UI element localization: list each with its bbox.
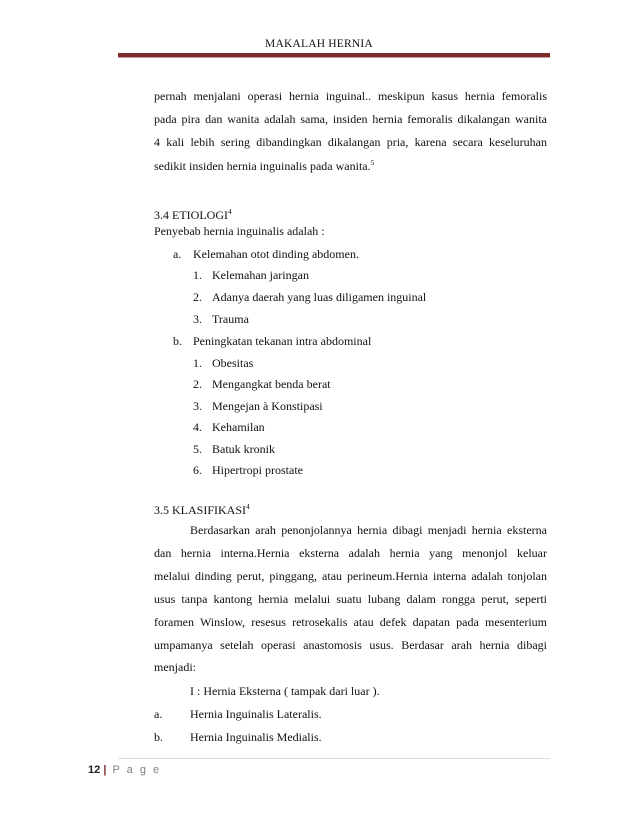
list-number: 6. (193, 463, 202, 477)
list-item: Adanya daerah yang luas diligamen inguinal (212, 290, 427, 304)
intro-line: pada pira dan wanita adalah sama, insiden hernia femoralis dikalangan wanita (154, 112, 547, 126)
section-heading-text: 3.5 KLASIFIKASI (154, 503, 247, 517)
list-item: Kelemahan jaringan (212, 268, 309, 282)
body-line: foramen Winslow, resesus retrosekalis atau defek dapatan pada mesenterium (154, 615, 547, 629)
footnote-ref: 4 (246, 502, 250, 511)
list-item: Batuk kronik (212, 442, 275, 456)
header-title: MAKALAH HERNIA (265, 38, 373, 50)
section-heading-text: 3.4 ETIOLOGI (154, 208, 228, 222)
list-item: Hipertropi prostate (212, 463, 303, 477)
list-label: Kelemahan otot dinding abdomen. (193, 247, 359, 261)
body-line: dan hernia interna.Hernia eksterna adalah hernia yang menonjol keluar (154, 546, 547, 560)
list-marker: b. (173, 334, 182, 348)
list-number: 2. (193, 290, 202, 304)
body-line: melalui dinding perut, pinggang, atau perineum.Hernia interna adalah tonjolan (154, 569, 547, 583)
list-number: 1. (193, 356, 202, 370)
list-number: 5. (193, 442, 202, 456)
body-line: Berdasarkan arah penonjolannya hernia dibagi menjadi hernia eksterna (190, 523, 547, 537)
list-number: 3. (193, 399, 202, 413)
section-heading (154, 207, 232, 223)
list-label: Peningkatan tekanan intra abdominal (193, 334, 372, 348)
intro-line: sedikit insiden hernia inguinalis pada wanita. (154, 159, 371, 173)
footnote-ref: 5 (370, 158, 375, 167)
list-marker: b. (154, 730, 163, 744)
footnote-ref: 4 (227, 207, 232, 216)
page-footer (88, 764, 161, 776)
list-item: Mengejan à Konstipasi (212, 399, 323, 413)
list-marker: a. (173, 247, 182, 261)
intro-line: 4 kali lebih sering dibandingkan dikalangan pria, karena secara keseluruhan (154, 135, 547, 149)
list-number: 2. (193, 377, 202, 391)
footer-separator: | (103, 764, 107, 776)
body-line: umpamanya setelah operasi anastomosis usus. Berdasar arah hernia dibagi (154, 638, 547, 652)
type-line: I : Hernia Eksterna ( tampak dari luar ). (190, 684, 380, 698)
intro-line-last (154, 158, 374, 174)
list-item: Obesitas (212, 356, 254, 370)
page-word: P a g e (112, 764, 162, 776)
list-item: Hernia Inguinalis Lateralis. (190, 707, 322, 721)
list-number: 3. (193, 312, 202, 326)
body-line: usus tanpa kantong hernia melalui suatu lubang dalam rongga perut, seperti (154, 592, 547, 606)
list-marker: a. (154, 707, 163, 721)
list-item: Hernia Inguinalis Medialis. (190, 730, 322, 744)
list-item: Kehamilan (212, 420, 265, 434)
section-heading (154, 502, 250, 518)
section-lead: Penyebab hernia inguinalis adalah : (154, 224, 325, 238)
list-number: 1. (193, 268, 202, 282)
list-item: Mengangkat benda berat (212, 377, 331, 391)
intro-line: pernah menjalani operasi hernia inguinal.. meskipun kasus hernia femoralis (154, 89, 547, 103)
body-line: menjadi: (154, 660, 196, 674)
footer-rule (118, 758, 550, 759)
header-rule (118, 53, 550, 58)
page-number: 12 (88, 764, 101, 776)
list-number: 4. (193, 420, 202, 434)
list-item: Trauma (212, 312, 249, 326)
